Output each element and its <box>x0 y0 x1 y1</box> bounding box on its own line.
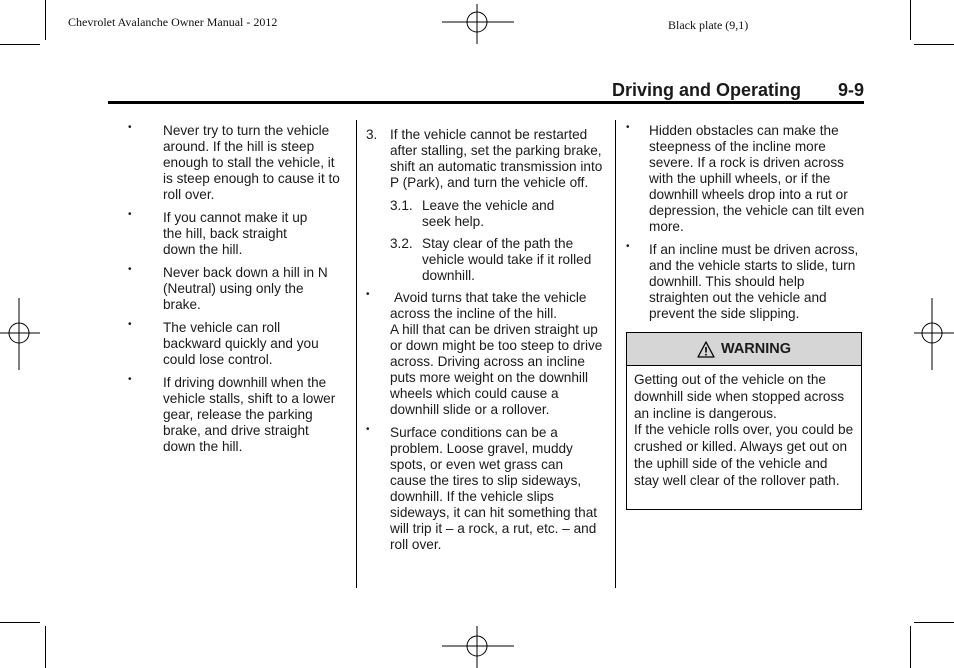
list-item-text: Surface conditions can be a problem. Loose gravel, muddy spots, or even wet grass can cause the tires to slip sideways, downhill. If the vehicle slips sideways, it can hit something that will trip it – a rock, a rut, etc. – and roll over. <box>390 425 598 552</box>
list-item <box>366 290 608 418</box>
list-item-text: Avoid turns that take the vehicle across the incline of the hill. <box>390 290 587 321</box>
column-2 <box>366 127 608 560</box>
list-item-text: The vehicle can roll backward quickly and you could lose control. <box>163 320 319 367</box>
list-item-text: Never back down a hill in N (Neutral) using only the brake. <box>163 265 328 312</box>
list-item-text: If an incline must be driven across, and the vehicle starts to slide, turn downhill. This should help straighten out the vehicle and prevent the side slipping. <box>649 242 859 321</box>
step-text: If the vehicle cannot be restarted after stalling, set the parking brake, shift an automatic transmission into P (Park), and turn the vehicle off. <box>390 127 603 190</box>
plate-label: Black plate (9,1) <box>668 18 749 32</box>
registration-mark-icon <box>442 4 514 44</box>
list-item <box>626 242 866 322</box>
list-item <box>128 320 346 368</box>
list-item-continuation: A hill that can be driven straight up or down might be too steep to drive across. Driving across an incline puts more weight on the downhill wheels which could cause a downhill slide or a rollover. <box>390 322 603 417</box>
column-1 <box>128 123 346 462</box>
bullet-icon: • <box>128 209 132 220</box>
list-item-text: Hidden obstacles can make the steepness of the incline more severe. If a rock is driven across with the uphill wheels, or if the downhill wheels drop into a rut or depression, the vehicle can tilt even more. <box>649 123 865 234</box>
list-item-text: If you cannot make it up the hill, back straight down the hill. <box>163 210 308 257</box>
column-divider <box>615 120 616 588</box>
warning-paragraph: If the vehicle rolls over, you could be crushed or killed. Always get out on the uphill side of the vehicle and stay well clear of the rollover path. <box>634 422 854 488</box>
crop-mark <box>45 626 46 668</box>
page-number: 9-9 <box>837 80 864 100</box>
crop-mark <box>0 622 40 623</box>
list-item <box>128 375 346 455</box>
crop-mark <box>914 44 954 45</box>
bullet-icon: • <box>626 241 630 252</box>
list-item <box>128 210 346 258</box>
bullet-icon: • <box>366 424 370 435</box>
column-3 <box>626 123 866 329</box>
step-number: 3. <box>366 127 378 142</box>
manual-title: Chevrolet Avalanche Owner Manual - 2012 <box>68 15 278 29</box>
bullet-icon: • <box>626 122 630 133</box>
bullet-icon: • <box>128 374 132 385</box>
list-item <box>366 425 608 553</box>
sub-step-number: 3.2. <box>390 236 413 251</box>
registration-mark-icon <box>914 298 954 370</box>
section-header <box>560 80 864 101</box>
header-rule <box>108 101 864 104</box>
section-title: Driving and Operating <box>612 80 802 100</box>
numbered-step <box>366 127 608 191</box>
crop-mark <box>910 626 911 668</box>
warning-header <box>627 333 861 366</box>
crop-mark <box>0 44 40 45</box>
crop-mark <box>914 622 954 623</box>
sub-step-number: 3.1. <box>390 198 413 213</box>
list-item <box>128 123 346 203</box>
bullet-icon: • <box>128 319 132 330</box>
list-item <box>626 123 866 235</box>
warning-title: WARNING <box>720 341 792 357</box>
sub-step-text: Stay clear of the path the vehicle would take if it rolled downhill. <box>422 236 592 283</box>
column-divider <box>356 120 357 588</box>
bullet-icon: • <box>128 264 132 275</box>
warning-triangle-icon <box>697 341 715 358</box>
crop-mark <box>910 0 911 40</box>
list-item <box>128 265 346 313</box>
bullet-icon: • <box>128 122 132 133</box>
bullet-icon: • <box>366 289 370 300</box>
registration-mark-icon <box>442 626 514 668</box>
crop-mark <box>45 0 46 40</box>
registration-mark-icon <box>0 298 40 370</box>
list-item-text: Never try to turn the vehicle around. If the hill is steep enough to stall the vehicle, it is steep enough to cause it to roll over. <box>163 123 340 202</box>
sub-step <box>366 236 608 284</box>
sub-step <box>366 198 608 230</box>
sub-step-text: Leave the vehicle and seek help. <box>422 198 555 229</box>
warning-paragraph: Getting out of the vehicle on the downhill side when stopped across an incline is dangerous. <box>634 372 845 421</box>
warning-body <box>627 366 861 490</box>
list-item-text: If driving downhill when the vehicle stalls, shift to a lower gear, release the parking brake, and drive straight down the hill. <box>163 375 336 454</box>
warning-box <box>626 332 862 510</box>
